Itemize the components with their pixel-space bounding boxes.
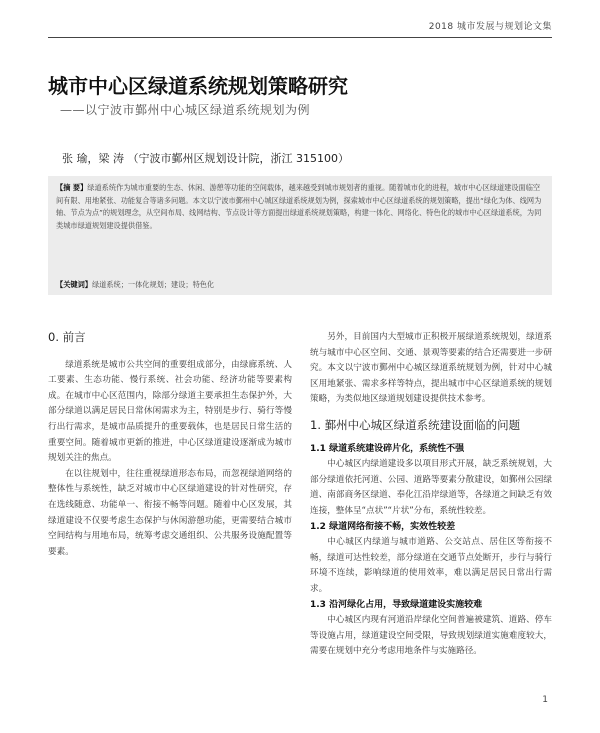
abstract-box [48, 176, 552, 295]
section-0-paragraph-1: 绿道系统是城市公共空间的重要组成部分，由绿廊系统、人工要素、生态功能、慢行系统、社会功能、经济功能等要素构成。在城市中心区范围内，除部分绿道主要承担生态保护外，大部分绿道以满足居民日常休闲需求为主，特别是步行、骑行等慢行出行需求，是城市品质提升的重要载体，也是居民日常生活的重要空间。随着城市更新的推进，中心区绿道建设逐渐成为城市规划关注的焦点。 [48, 359, 292, 464]
abstract-label: 【摘 要】 [56, 183, 88, 192]
page-number: 1 [542, 695, 548, 705]
paper-subtitle: ——以宁波市鄞州中心城区绿道系统规划为例 [60, 103, 311, 117]
keywords-text: 绿道系统；一体化规划；建设；特色化 [91, 280, 215, 289]
keywords-label: 【关键词】 [56, 280, 92, 289]
keywords [56, 280, 544, 290]
header-rule [48, 37, 552, 38]
running-header: 2018 城市发展与规划论文集 [428, 22, 552, 32]
section-1-3-heading: 1.3 沿河绿化占用，导致绿道建设实施较难 [310, 599, 483, 610]
authors: 张 瑜，梁 涛 （宁波市鄞州区规划设计院，浙江 315100） [62, 152, 349, 165]
section-0-paragraph-2: 在以往规划中，往往重视绿道形态布局，而忽视绿道网络的整体性与系统性，缺乏对城市中心区绿道建设的针对性研究，存在选线随意、功能单一、衔接不畅等问题。随着中心区发展，其绿道建设不仅要考虑生态保护与休闲游憩功能，更需要结合城市空间结构与用地布局，统筹考虑交通组织、公共服务设施配置等要素。 [48, 468, 292, 557]
section-1-heading: 1. 鄞州中心城区绿道系统建设面临的问题 [310, 417, 521, 432]
abstract-text: 绿道系统作为城市重要的生态、休闲、游憩等功能的空间载体，越来越受到城市规划者的重视。随着城市化的进程，城市中心区绿道建设面临空间有限、用地紧张、功能复合等诸多问题。本文以宁波市鄞州中心城区绿道系统规划为例，探索城市中心区绿道系统的规划策略，提出“绿化为体、线网为轴、节点为点”的规划理念，从空间布局、线网结构、节点设计等方面提出绿道系统规划策略，构建一体化、网络化、特色化的城市中心区绿道系统，为同类城市绿道规划建设提供借鉴。 [56, 183, 542, 230]
left-column [48, 330, 292, 560]
abstract [56, 182, 544, 232]
right-column [310, 330, 552, 660]
section-1-3-text: 中心城区内现有河道沿岸绿化空间普遍被建筑、道路、停车等设施占用，绿道建设空间受限，导致规划绿道实施难度较大，需要在规划中充分考虑用地条件与实施路径。 [310, 615, 552, 657]
section-1-2-text: 中心城区内绿道与城市道路、公交站点、居住区等衔接不畅，绿道可达性较差，部分绿道在交通节点处断开，步行与骑行环境不连续，影响绿道的使用效率，难以满足居民日常出行需求。 [310, 537, 552, 594]
section-0-heading: 0. 前言 [48, 330, 86, 344]
section-1-1-text: 中心城区内绿道建设多以项目形式开展，缺乏系统规划，大部分绿道依托河道、公园、道路等要素分散建设，如鄞州公园绿道、南部商务区绿道、奉化江沿岸绿道等，各绿道之间缺乏有效连接，整体呈“点状”“片状”分布，系统性较差。 [310, 459, 552, 516]
section-0-paragraph-3: 另外，目前国内大型城市正积极开展绿道系统规划，绿道系统与城市中心区空间、交通、景观等要素的结合还需要进一步研究。本文以宁波市鄞州中心城区绿道系统规划为例，针对中心城区用地紧张、需求多样等特点，提出城市中心区绿道系统的规划策略，为类似地区绿道规划建设提供技术参考。 [310, 332, 552, 405]
section-1-1-heading: 1.1 绿道系统建设碎片化，系统性不强 [310, 443, 465, 454]
paper-title: 城市中心区绿道系统规划策略研究 [48, 74, 348, 98]
section-1-2-heading: 1.2 绿道网络衔接不畅，实效性较差 [310, 521, 456, 532]
